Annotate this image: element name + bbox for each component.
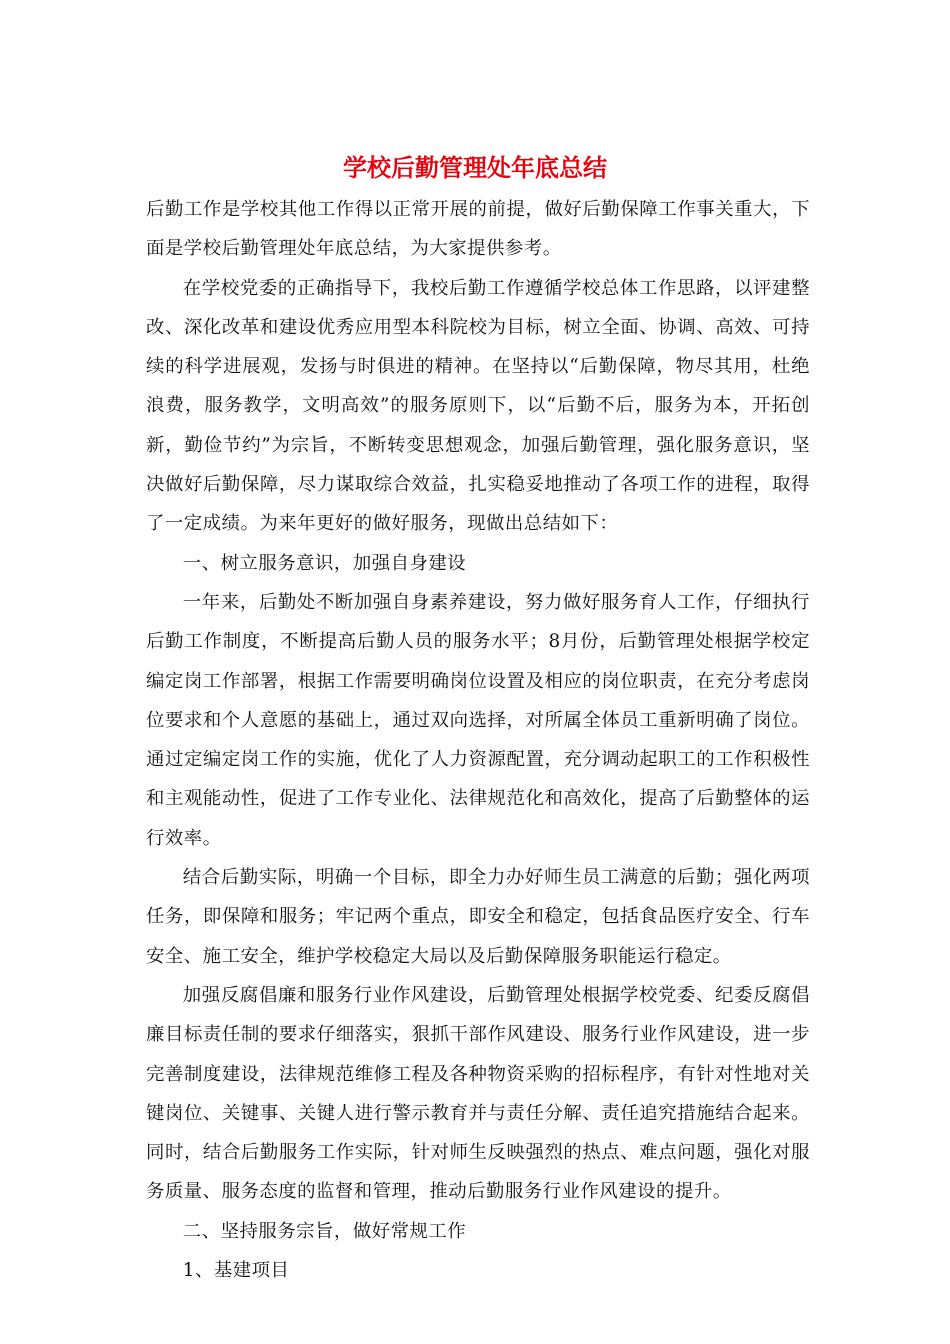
document-body [146,190,810,1290]
document-title: 学校后勤管理处年底总结 [343,153,607,182]
paragraph: 二、坚持服务宗旨，做好常规工作 [182,1220,467,1242]
paragraph: 1、基建项目 [182,1260,290,1282]
paragraph: 一年来，后勤处不断加强自身素养建设，努力做好服务育人工作，仔细执行后勤工作制度，不断提高后勤人员的服务水平；8月份，后勤管理处根据学校定编定岗工作部署，根据工作需要明确岗位设置及相应的岗位职责，在充分考虑岗位要求和个人意愿的基础上，通过双向选择，对所属全体员工重新明确了岗位。通过定编定岗工作的实施，优化了人力资源配置，充分调动起职工的工作积极性和主观能动性，促进了工作专业化、法律规范化和高效化，提高了后勤整体的运行效率。 [146,591,810,849]
paragraph: 加强反腐倡廉和服务行业作风建设，后勤管理处根据学校党委、纪委反腐倡廉目标责任制的要求仔细落实，狠抓干部作风建设、服务行业作风建设，进一步完善制度建设，法律规范维修工程及各种物资采购的招标程序，有针对性地对关键岗位、关键事、关键人进行警示教育并与责任分解、责任追究措施结合起来。同时，结合后勤服务工作实际，针对师生反映强烈的热点、难点问题，强化对服务质量、服务态度的监督和管理，推动后勤服务行业作风建设的提升。 [146,984,810,1203]
paragraph: 后勤工作是学校其他工作得以正常开展的前提，做好后勤保障工作事关重大，下面是学校后勤管理处年底总结，为大家提供参考。 [146,199,810,260]
paragraph: 结合后勤实际，明确一个目标，即全力办好师生员工满意的后勤；强化两项任务，即保障和服务；牢记两个重点，即安全和稳定，包括食品医疗安全、行车安全、施工安全，维护学校稳定大局以及后勤保障服务职能运行稳定。 [146,867,810,967]
paragraph: 一、树立服务意识，加强自身建设 [182,552,467,574]
paragraph: 在学校党委的正确指导下，我校后勤工作遵循学校总体工作思路，以评建整改、深化改革和建设优秀应用型本科院校为目标，树立全面、协调、高效、可持续的科学进展观，发扬与时俱进的精神。在坚持以“后勤保障，物尽其用，杜绝浪费，服务教学，文明高效”的服务原则下，以“后勤不后，服务为本，开拓创新，勤俭节约”为宗旨，不断转变思想观念，加强后勤管理，强化服务意识，坚决做好后勤保障，尽力谋取综合效益，扎实稳妥地推动了各项工作的进程，取得了一定成绩。为来年更好的做好服务，现做出总结如下： [146,277,810,535]
